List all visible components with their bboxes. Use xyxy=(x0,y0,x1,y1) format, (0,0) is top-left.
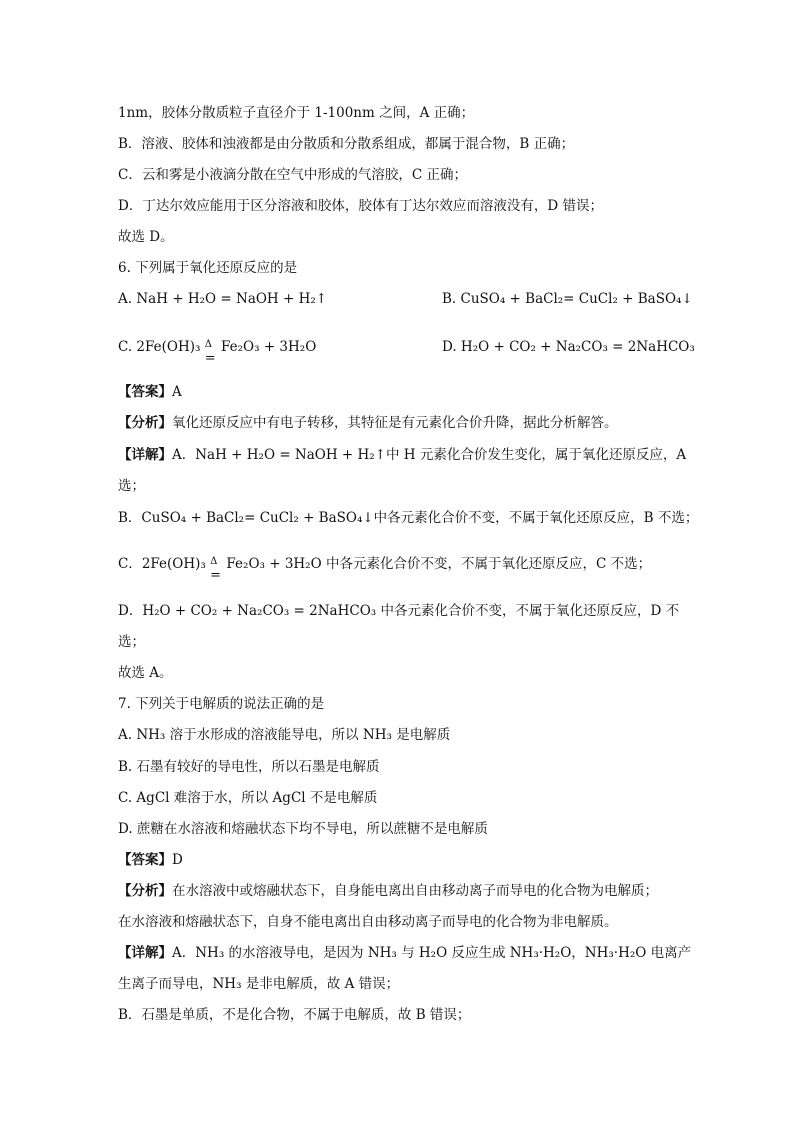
q7-analysis-cont: 在水溶液和熔融状态下，自身不能电离出自由移动离子而导电的化合物为非电解质。 xyxy=(118,914,618,930)
analysis-text: 氧化还原反应中有电子转移，其特征是有元素化合价升降，据此分析解答。 xyxy=(172,415,618,431)
q7-detail-b: B．石墨是单质，不是化合物，不属于电解质，故 B 错误； xyxy=(118,1007,471,1023)
q6-detail-c xyxy=(118,554,652,583)
q6-detail-a-cont: 选； xyxy=(118,478,145,494)
q6-detail-c-reactant: C．2Fe(OH)₃ xyxy=(118,556,206,572)
q6-option-b: B. CuSO₄ + BaCl₂= CuCl₂ + BaSO₄↓ xyxy=(442,291,693,307)
answer-value: D xyxy=(172,852,183,868)
q5-explanation-line: B．溶液、胶体和浊液都是由分散质和分散系组成，都属于混合物，B 正确； xyxy=(118,136,575,152)
q7-option-d: D. 蔗糖在水溶液和熔融状态下均不导电，所以蔗糖不是电解质 xyxy=(118,821,488,837)
q5-explanation-line: C．云和雾是小液滴分散在空气中形成的气溶胶，C 正确； xyxy=(118,167,467,183)
q6-stem: 6. 下列属于氧化还原反应的是 xyxy=(118,260,298,276)
heat-delta-symbol: Δ xyxy=(210,556,218,567)
answer-label: 【答案】 xyxy=(118,384,172,400)
q6-detail-c-rest: Fe₂O₃ + 3H₂O 中各元素化合价不变，不属于氧化还原反应，C 不选； xyxy=(226,556,652,572)
q7-stem: 7. 下列关于电解质的说法正确的是 xyxy=(118,696,325,712)
q6-option-a: A. NaH + H₂O = NaOH + H₂↑ xyxy=(118,291,328,307)
q7-detail-a xyxy=(118,943,691,963)
detail-text: A．NaH + H₂O = NaOH + H₂↑中 H 元素化合价发生变化，属于氧化还原反应，A xyxy=(172,447,687,463)
detail-label: 【详解】 xyxy=(118,945,172,961)
q6-option-c xyxy=(118,337,317,366)
q6-detail-d: D．H₂O + CO₂ + Na₂CO₃ = 2NaHCO₃ 中各元素化合价不变，不属于氧化还原反应，D 不 xyxy=(118,603,680,619)
q7-analysis xyxy=(118,881,658,901)
heat-equals-sign: = xyxy=(210,568,222,583)
answer-value: A xyxy=(172,384,182,400)
q6-option-d: D. H₂O + CO₂ + Na₂CO₃ = 2NaHCO₃ xyxy=(442,339,695,355)
q7-option-b: B. 石墨有较好的导电性，所以石墨是电解质 xyxy=(118,759,380,775)
analysis-label: 【分析】 xyxy=(118,883,172,899)
q6-detail-b: B．CuSO₄ + BaCl₂= CuCl₂ + BaSO₄↓中各元素化合价不变，不属于氧化还原反应，B 不选； xyxy=(118,510,699,526)
q6-detail-a xyxy=(118,445,686,465)
q6-detail-d-cont: 选； xyxy=(118,634,145,650)
q7-option-c: C. AgCl 难溶于水，所以 AgCl 不是电解质 xyxy=(118,790,378,806)
q7-detail-a-cont: 生离子而导电，NH₃ 是非电解质，故 A 错误； xyxy=(118,976,400,992)
analysis-label: 【分析】 xyxy=(118,415,172,431)
q6-option-c-reactant: C. 2Fe(OH)₃ xyxy=(118,339,201,355)
answer-label: 【答案】 xyxy=(118,852,172,868)
q6-analysis xyxy=(118,413,618,433)
q7-answer xyxy=(118,850,183,870)
q5-explanation-line: 1nm，胶体分散质粒子直径介于 1-100nm 之间，A 正确； xyxy=(118,105,475,121)
heat-equals-sign: = xyxy=(204,351,216,366)
detail-text: A．NH₃ 的水溶液导电，是因为 NH₃ 与 H₂O 反应生成 NH₃·H₂O，NH₃·H₂O 电离产 xyxy=(172,945,692,961)
q5-explanation-line: D．丁达尔效应能用于区分溶液和胶体，胶体有丁达尔效应而溶液没有，D 错误； xyxy=(118,198,603,214)
q6-conclusion: 故选 A。 xyxy=(118,665,173,681)
heat-delta-symbol: Δ xyxy=(204,339,212,350)
q7-option-a: A. NH₃ 溶于水形成的溶液能导电，所以 NH₃ 是电解质 xyxy=(118,727,451,743)
q5-conclusion: 故选 D。 xyxy=(118,229,174,245)
q6-option-c-product: Fe₂O₃ + 3H₂O xyxy=(221,339,317,355)
detail-label: 【详解】 xyxy=(118,447,172,463)
q6-answer xyxy=(118,382,182,402)
analysis-text: 在水溶液中或熔融状态下，自身能电离出自由移动离子而导电的化合物为电解质； xyxy=(172,883,658,899)
